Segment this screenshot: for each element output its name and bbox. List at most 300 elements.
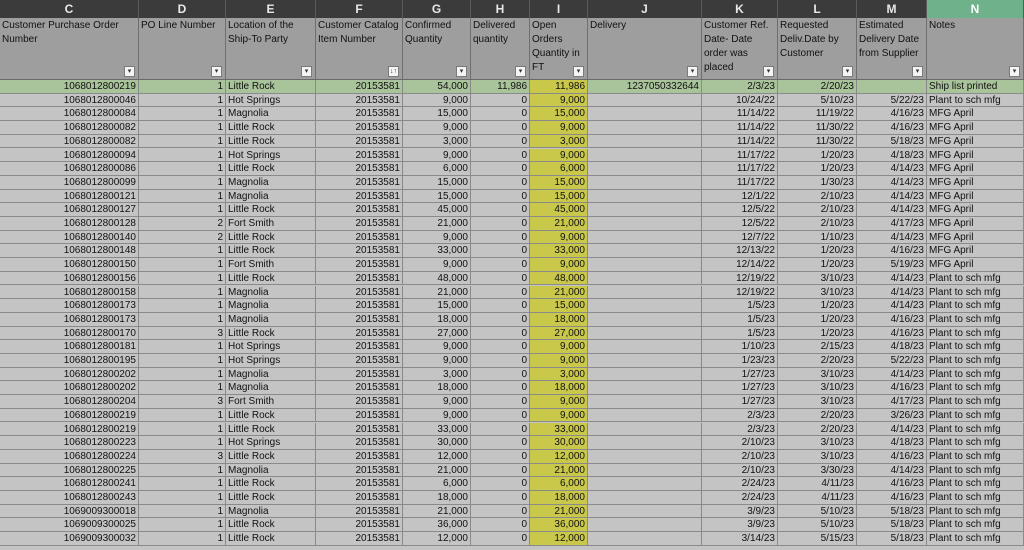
cell-j[interactable]: [588, 286, 702, 300]
cell-i[interactable]: 9,000: [530, 121, 588, 135]
cell-i[interactable]: 21,000: [530, 464, 588, 478]
cell-h[interactable]: 0: [471, 450, 530, 464]
cell-k[interactable]: 12/1/22: [702, 190, 778, 204]
header-cell-j[interactable]: [588, 18, 702, 79]
cell-f[interactable]: 20153581: [316, 505, 403, 519]
cell-j[interactable]: [588, 450, 702, 464]
cell-f[interactable]: 20153581: [316, 272, 403, 286]
cell-m[interactable]: 4/18/23: [857, 436, 927, 450]
cell-e[interactable]: Little Rock: [226, 477, 316, 491]
cell-g[interactable]: 27,000: [403, 327, 471, 341]
cell-g[interactable]: 15,000: [403, 299, 471, 313]
cell-h[interactable]: 0: [471, 464, 530, 478]
cell-g[interactable]: 18,000: [403, 491, 471, 505]
cell-e[interactable]: Little Rock: [226, 409, 316, 423]
cell-c[interactable]: 1068012800243: [0, 491, 139, 505]
cell-d[interactable]: 1: [139, 258, 226, 272]
cell-j[interactable]: [588, 135, 702, 149]
cell-e[interactable]: Little Rock: [226, 244, 316, 258]
cell-e[interactable]: Fort Smith: [226, 217, 316, 231]
cell-h[interactable]: 0: [471, 231, 530, 245]
header-cell-f[interactable]: [316, 18, 403, 79]
cell-g[interactable]: 9,000: [403, 94, 471, 108]
cell-n[interactable]: MFG April: [927, 203, 1024, 217]
cell-d[interactable]: 3: [139, 327, 226, 341]
cell-i[interactable]: 9,000: [530, 409, 588, 423]
cell-j[interactable]: [588, 477, 702, 491]
cell-e[interactable]: Little Rock: [226, 121, 316, 135]
header-cell-h[interactable]: [471, 18, 530, 79]
cell-c[interactable]: 1068012800128: [0, 217, 139, 231]
cell-d[interactable]: 1: [139, 149, 226, 163]
cell-n[interactable]: MFG April: [927, 135, 1024, 149]
cell-h[interactable]: 0: [471, 162, 530, 176]
cell-e[interactable]: Hot Springs: [226, 94, 316, 108]
cell-n[interactable]: MFG April: [927, 258, 1024, 272]
filter-dropdown-icon[interactable]: ▾: [211, 66, 222, 77]
cell-g[interactable]: 3,000: [403, 368, 471, 382]
cell-g[interactable]: 6,000: [403, 477, 471, 491]
filter-dropdown-icon[interactable]: ▾: [456, 66, 467, 77]
cell-e[interactable]: Magnolia: [226, 464, 316, 478]
cell-i[interactable]: 3,000: [530, 135, 588, 149]
cell-n[interactable]: Plant to sch mfg: [927, 395, 1024, 409]
cell-d[interactable]: 1: [139, 354, 226, 368]
cell-f[interactable]: 20153581: [316, 532, 403, 546]
cell-d[interactable]: 1: [139, 423, 226, 437]
cell-g[interactable]: 21,000: [403, 286, 471, 300]
cell-g[interactable]: 9,000: [403, 231, 471, 245]
cell-d[interactable]: 1: [139, 94, 226, 108]
cell-j[interactable]: [588, 258, 702, 272]
cell-e[interactable]: Magnolia: [226, 505, 316, 519]
cell-c[interactable]: 1068012800202: [0, 368, 139, 382]
cell-i[interactable]: 18,000: [530, 313, 588, 327]
cell-c[interactable]: 1068012800086: [0, 162, 139, 176]
cell-i[interactable]: 9,000: [530, 258, 588, 272]
cell-c[interactable]: 1068012800195: [0, 354, 139, 368]
cell-c[interactable]: 1068012800219: [0, 409, 139, 423]
cell-d[interactable]: 1: [139, 121, 226, 135]
cell-g[interactable]: 18,000: [403, 313, 471, 327]
cell-m[interactable]: 4/14/23: [857, 231, 927, 245]
cell-n[interactable]: MFG April: [927, 190, 1024, 204]
cell-n[interactable]: Plant to sch mfg: [927, 286, 1024, 300]
cell-k[interactable]: 12/19/22: [702, 286, 778, 300]
cell-l[interactable]: 2/20/23: [778, 409, 857, 423]
cell-n[interactable]: MFG April: [927, 162, 1024, 176]
cell-c[interactable]: 1068012800140: [0, 231, 139, 245]
cell-m[interactable]: 4/16/23: [857, 313, 927, 327]
cell-n[interactable]: Plant to sch mfg: [927, 491, 1024, 505]
header-cell-d[interactable]: [139, 18, 226, 79]
cell-m[interactable]: 4/14/23: [857, 203, 927, 217]
cell-g[interactable]: 12,000: [403, 532, 471, 546]
cell-m[interactable]: 5/18/23: [857, 135, 927, 149]
cell-h[interactable]: 0: [471, 368, 530, 382]
cell-l[interactable]: 1/10/23: [778, 231, 857, 245]
cell-h[interactable]: 0: [471, 176, 530, 190]
cell-h[interactable]: 0: [471, 190, 530, 204]
cell-h[interactable]: 0: [471, 121, 530, 135]
cell-j[interactable]: [588, 231, 702, 245]
cell-m[interactable]: 4/16/23: [857, 121, 927, 135]
cell-g[interactable]: 9,000: [403, 395, 471, 409]
cell-c[interactable]: 1068012800127: [0, 203, 139, 217]
cell-j[interactable]: [588, 505, 702, 519]
header-cell-n[interactable]: [927, 18, 1024, 79]
cell-e[interactable]: Little Rock: [226, 518, 316, 532]
cell-e[interactable]: Little Rock: [226, 231, 316, 245]
cell-j[interactable]: [588, 176, 702, 190]
cell-i[interactable]: 9,000: [530, 340, 588, 354]
cell-m[interactable]: 4/16/23: [857, 244, 927, 258]
cell-d[interactable]: 1: [139, 368, 226, 382]
cell-h[interactable]: 0: [471, 505, 530, 519]
cell-d[interactable]: 1: [139, 381, 226, 395]
cell-j[interactable]: [588, 340, 702, 354]
cell-c[interactable]: 1068012800150: [0, 258, 139, 272]
cell-h[interactable]: 11,986: [471, 80, 530, 94]
header-cell-e[interactable]: [226, 18, 316, 79]
cell-c[interactable]: 1068012800173: [0, 313, 139, 327]
cell-n[interactable]: Plant to sch mfg: [927, 368, 1024, 382]
cell-f[interactable]: 20153581: [316, 149, 403, 163]
cell-h[interactable]: 0: [471, 327, 530, 341]
cell-c[interactable]: 1068012800121: [0, 190, 139, 204]
cell-d[interactable]: 1: [139, 313, 226, 327]
cell-d[interactable]: 1: [139, 244, 226, 258]
cell-l[interactable]: 5/10/23: [778, 505, 857, 519]
cell-c[interactable]: 1068012800219: [0, 423, 139, 437]
cell-g[interactable]: 21,000: [403, 217, 471, 231]
cell-e[interactable]: Little Rock: [226, 135, 316, 149]
filter-dropdown-icon[interactable]: ▾: [687, 66, 698, 77]
cell-j[interactable]: [588, 491, 702, 505]
cell-d[interactable]: 1: [139, 107, 226, 121]
cell-n[interactable]: Plant to sch mfg: [927, 464, 1024, 478]
cell-f[interactable]: 20153581: [316, 299, 403, 313]
cell-l[interactable]: 3/10/23: [778, 395, 857, 409]
cell-m[interactable]: 4/18/23: [857, 340, 927, 354]
cell-j[interactable]: [588, 107, 702, 121]
cell-m[interactable]: 3/26/23: [857, 409, 927, 423]
cell-e[interactable]: Magnolia: [226, 286, 316, 300]
cell-k[interactable]: 2/24/23: [702, 491, 778, 505]
cell-l[interactable]: 1/20/23: [778, 244, 857, 258]
cell-l[interactable]: 3/10/23: [778, 368, 857, 382]
cell-j[interactable]: [588, 149, 702, 163]
cell-k[interactable]: 2/24/23: [702, 477, 778, 491]
cell-f[interactable]: 20153581: [316, 190, 403, 204]
cell-c[interactable]: 1068012800224: [0, 450, 139, 464]
cell-i[interactable]: 15,000: [530, 299, 588, 313]
cell-l[interactable]: 5/10/23: [778, 518, 857, 532]
cell-d[interactable]: 1: [139, 409, 226, 423]
cell-n[interactable]: Plant to sch mfg: [927, 450, 1024, 464]
cell-g[interactable]: 15,000: [403, 176, 471, 190]
cell-g[interactable]: 9,000: [403, 340, 471, 354]
cell-h[interactable]: 0: [471, 340, 530, 354]
cell-f[interactable]: 20153581: [316, 450, 403, 464]
cell-m[interactable]: 5/18/23: [857, 532, 927, 546]
cell-n[interactable]: Plant to sch mfg: [927, 313, 1024, 327]
cell-i[interactable]: 9,000: [530, 149, 588, 163]
cell-f[interactable]: 20153581: [316, 327, 403, 341]
cell-i[interactable]: 3,000: [530, 368, 588, 382]
cell-l[interactable]: 3/30/23: [778, 464, 857, 478]
cell-c[interactable]: 1068012800156: [0, 272, 139, 286]
cell-k[interactable]: 12/19/22: [702, 272, 778, 286]
header-cell-c[interactable]: [0, 18, 139, 79]
cell-m[interactable]: 5/18/23: [857, 505, 927, 519]
cell-j[interactable]: [588, 190, 702, 204]
cell-n[interactable]: Plant to sch mfg: [927, 272, 1024, 286]
cell-l[interactable]: 1/20/23: [778, 149, 857, 163]
cell-c[interactable]: 1068012800181: [0, 340, 139, 354]
cell-i[interactable]: 12,000: [530, 450, 588, 464]
cell-h[interactable]: 0: [471, 286, 530, 300]
cell-f[interactable]: 20153581: [316, 354, 403, 368]
cell-k[interactable]: 12/14/22: [702, 258, 778, 272]
cell-k[interactable]: 2/10/23: [702, 450, 778, 464]
cell-k[interactable]: 3/14/23: [702, 532, 778, 546]
cell-l[interactable]: 1/20/23: [778, 327, 857, 341]
cell-j[interactable]: [588, 121, 702, 135]
filter-dropdown-icon[interactable]: ▾: [912, 66, 923, 77]
cell-m[interactable]: 4/14/23: [857, 368, 927, 382]
cell-i[interactable]: 9,000: [530, 231, 588, 245]
cell-i[interactable]: 27,000: [530, 327, 588, 341]
cell-e[interactable]: Magnolia: [226, 176, 316, 190]
cell-g[interactable]: 15,000: [403, 190, 471, 204]
cell-l[interactable]: 2/20/23: [778, 354, 857, 368]
cell-e[interactable]: Little Rock: [226, 450, 316, 464]
cell-m[interactable]: 4/14/23: [857, 162, 927, 176]
cell-e[interactable]: Fort Smith: [226, 395, 316, 409]
cell-f[interactable]: 20153581: [316, 436, 403, 450]
cell-g[interactable]: 9,000: [403, 258, 471, 272]
cell-j[interactable]: [588, 423, 702, 437]
cell-h[interactable]: 0: [471, 313, 530, 327]
cell-l[interactable]: 3/10/23: [778, 436, 857, 450]
cell-c[interactable]: 1068012800225: [0, 464, 139, 478]
cell-k[interactable]: 2/3/23: [702, 423, 778, 437]
cell-f[interactable]: 20153581: [316, 135, 403, 149]
cell-e[interactable]: Magnolia: [226, 368, 316, 382]
cell-n[interactable]: Plant to sch mfg: [927, 354, 1024, 368]
cell-d[interactable]: 3: [139, 450, 226, 464]
cell-d[interactable]: 1: [139, 491, 226, 505]
cell-g[interactable]: 9,000: [403, 149, 471, 163]
cell-k[interactable]: 11/14/22: [702, 121, 778, 135]
cell-c[interactable]: 1068012800204: [0, 395, 139, 409]
cell-l[interactable]: 2/10/23: [778, 217, 857, 231]
cell-h[interactable]: 0: [471, 354, 530, 368]
cell-i[interactable]: 9,000: [530, 354, 588, 368]
cell-k[interactable]: 11/17/22: [702, 176, 778, 190]
cell-f[interactable]: 20153581: [316, 381, 403, 395]
cell-d[interactable]: 1: [139, 436, 226, 450]
cell-k[interactable]: 1/27/23: [702, 381, 778, 395]
cell-m[interactable]: 4/16/23: [857, 491, 927, 505]
cell-d[interactable]: 1: [139, 190, 226, 204]
column-letter-f[interactable]: F: [316, 0, 403, 18]
cell-g[interactable]: 9,000: [403, 409, 471, 423]
cell-l[interactable]: 3/10/23: [778, 272, 857, 286]
cell-e[interactable]: Magnolia: [226, 299, 316, 313]
cell-k[interactable]: 2/10/23: [702, 436, 778, 450]
cell-k[interactable]: 2/3/23: [702, 409, 778, 423]
cell-k[interactable]: 12/5/22: [702, 203, 778, 217]
cell-h[interactable]: 0: [471, 299, 530, 313]
cell-m[interactable]: 5/22/23: [857, 354, 927, 368]
cell-h[interactable]: 0: [471, 477, 530, 491]
cell-m[interactable]: 4/14/23: [857, 299, 927, 313]
cell-m[interactable]: 4/14/23: [857, 190, 927, 204]
cell-m[interactable]: 4/14/23: [857, 176, 927, 190]
cell-g[interactable]: 33,000: [403, 423, 471, 437]
cell-n[interactable]: Plant to sch mfg: [927, 381, 1024, 395]
cell-e[interactable]: Little Rock: [226, 532, 316, 546]
cell-d[interactable]: 1: [139, 477, 226, 491]
cell-h[interactable]: 0: [471, 491, 530, 505]
cell-j[interactable]: [588, 217, 702, 231]
cell-n[interactable]: MFG April: [927, 244, 1024, 258]
header-cell-m[interactable]: [857, 18, 927, 79]
cell-d[interactable]: 1: [139, 340, 226, 354]
cell-h[interactable]: 0: [471, 203, 530, 217]
cell-k[interactable]: 11/17/22: [702, 162, 778, 176]
cell-g[interactable]: 18,000: [403, 381, 471, 395]
cell-h[interactable]: 0: [471, 532, 530, 546]
cell-j[interactable]: [588, 518, 702, 532]
cell-k[interactable]: 1/5/23: [702, 327, 778, 341]
cell-j[interactable]: [588, 464, 702, 478]
cell-l[interactable]: 11/30/22: [778, 135, 857, 149]
cell-m[interactable]: 4/14/23: [857, 423, 927, 437]
cell-m[interactable]: [857, 80, 927, 94]
filter-dropdown-icon[interactable]: ▾: [515, 66, 526, 77]
cell-d[interactable]: 1: [139, 80, 226, 94]
cell-e[interactable]: Little Rock: [226, 162, 316, 176]
cell-m[interactable]: 4/14/23: [857, 286, 927, 300]
filter-dropdown-icon[interactable]: ▾: [124, 66, 135, 77]
cell-i[interactable]: 9,000: [530, 94, 588, 108]
cell-k[interactable]: 11/14/22: [702, 107, 778, 121]
cell-i[interactable]: 6,000: [530, 477, 588, 491]
cell-m[interactable]: 5/19/23: [857, 258, 927, 272]
cell-n[interactable]: Ship list printed: [927, 80, 1024, 94]
cell-m[interactable]: 4/16/23: [857, 381, 927, 395]
cell-j[interactable]: [588, 203, 702, 217]
cell-m[interactable]: 4/16/23: [857, 107, 927, 121]
cell-f[interactable]: 20153581: [316, 286, 403, 300]
cell-f[interactable]: 20153581: [316, 244, 403, 258]
cell-i[interactable]: 21,000: [530, 505, 588, 519]
cell-g[interactable]: 3,000: [403, 135, 471, 149]
cell-c[interactable]: 1068012800084: [0, 107, 139, 121]
cell-f[interactable]: 20153581: [316, 162, 403, 176]
cell-e[interactable]: Little Rock: [226, 327, 316, 341]
cell-h[interactable]: 0: [471, 423, 530, 437]
filter-dropdown-icon[interactable]: ▾: [1009, 66, 1020, 77]
cell-n[interactable]: Plant to sch mfg: [927, 299, 1024, 313]
cell-i[interactable]: 33,000: [530, 423, 588, 437]
cell-n[interactable]: Plant to sch mfg: [927, 436, 1024, 450]
cell-l[interactable]: 5/15/23: [778, 532, 857, 546]
filter-dropdown-icon[interactable]: ▾: [301, 66, 312, 77]
cell-h[interactable]: 0: [471, 217, 530, 231]
cell-c[interactable]: 1069009300018: [0, 505, 139, 519]
cell-j[interactable]: [588, 409, 702, 423]
cell-n[interactable]: MFG April: [927, 217, 1024, 231]
cell-h[interactable]: 0: [471, 395, 530, 409]
cell-d[interactable]: 2: [139, 217, 226, 231]
column-letter-i[interactable]: I: [530, 0, 588, 18]
cell-n[interactable]: MFG April: [927, 231, 1024, 245]
cell-n[interactable]: Plant to sch mfg: [927, 477, 1024, 491]
cell-j[interactable]: [588, 272, 702, 286]
cell-i[interactable]: 48,000: [530, 272, 588, 286]
cell-i[interactable]: 21,000: [530, 217, 588, 231]
cell-m[interactable]: 4/16/23: [857, 450, 927, 464]
cell-f[interactable]: 20153581: [316, 423, 403, 437]
cell-h[interactable]: 0: [471, 258, 530, 272]
cell-n[interactable]: Plant to sch mfg: [927, 340, 1024, 354]
cell-n[interactable]: MFG April: [927, 176, 1024, 190]
cell-g[interactable]: 21,000: [403, 464, 471, 478]
cell-e[interactable]: Little Rock: [226, 203, 316, 217]
cell-c[interactable]: 1068012800173: [0, 299, 139, 313]
cell-c[interactable]: 1068012800082: [0, 135, 139, 149]
cell-n[interactable]: Plant to sch mfg: [927, 409, 1024, 423]
cell-h[interactable]: 0: [471, 107, 530, 121]
filter-dropdown-icon[interactable]: ▾: [763, 66, 774, 77]
cell-l[interactable]: 2/10/23: [778, 190, 857, 204]
cell-e[interactable]: Hot Springs: [226, 436, 316, 450]
cell-j[interactable]: [588, 94, 702, 108]
cell-k[interactable]: 3/9/23: [702, 518, 778, 532]
cell-k[interactable]: 1/5/23: [702, 313, 778, 327]
cell-c[interactable]: 1068012800082: [0, 121, 139, 135]
cell-j[interactable]: [588, 162, 702, 176]
cell-h[interactable]: 0: [471, 381, 530, 395]
column-letter-m[interactable]: M: [857, 0, 927, 18]
cell-c[interactable]: 1068012800170: [0, 327, 139, 341]
cell-j[interactable]: [588, 368, 702, 382]
cell-d[interactable]: 1: [139, 505, 226, 519]
filter-dropdown-icon[interactable]: ▾: [573, 66, 584, 77]
cell-j[interactable]: [588, 354, 702, 368]
cell-h[interactable]: 0: [471, 436, 530, 450]
cell-c[interactable]: 1068012800094: [0, 149, 139, 163]
cell-d[interactable]: 1: [139, 532, 226, 546]
cell-f[interactable]: 20153581: [316, 491, 403, 505]
cell-k[interactable]: 12/13/22: [702, 244, 778, 258]
cell-i[interactable]: 6,000: [530, 162, 588, 176]
cell-k[interactable]: 1/5/23: [702, 299, 778, 313]
cell-i[interactable]: 15,000: [530, 107, 588, 121]
cell-d[interactable]: 3: [139, 395, 226, 409]
cell-l[interactable]: 3/10/23: [778, 381, 857, 395]
column-letter-d[interactable]: D: [139, 0, 226, 18]
cell-i[interactable]: 15,000: [530, 190, 588, 204]
cell-g[interactable]: 36,000: [403, 518, 471, 532]
column-letter-g[interactable]: G: [403, 0, 471, 18]
cell-f[interactable]: 20153581: [316, 518, 403, 532]
cell-l[interactable]: 5/10/23: [778, 94, 857, 108]
